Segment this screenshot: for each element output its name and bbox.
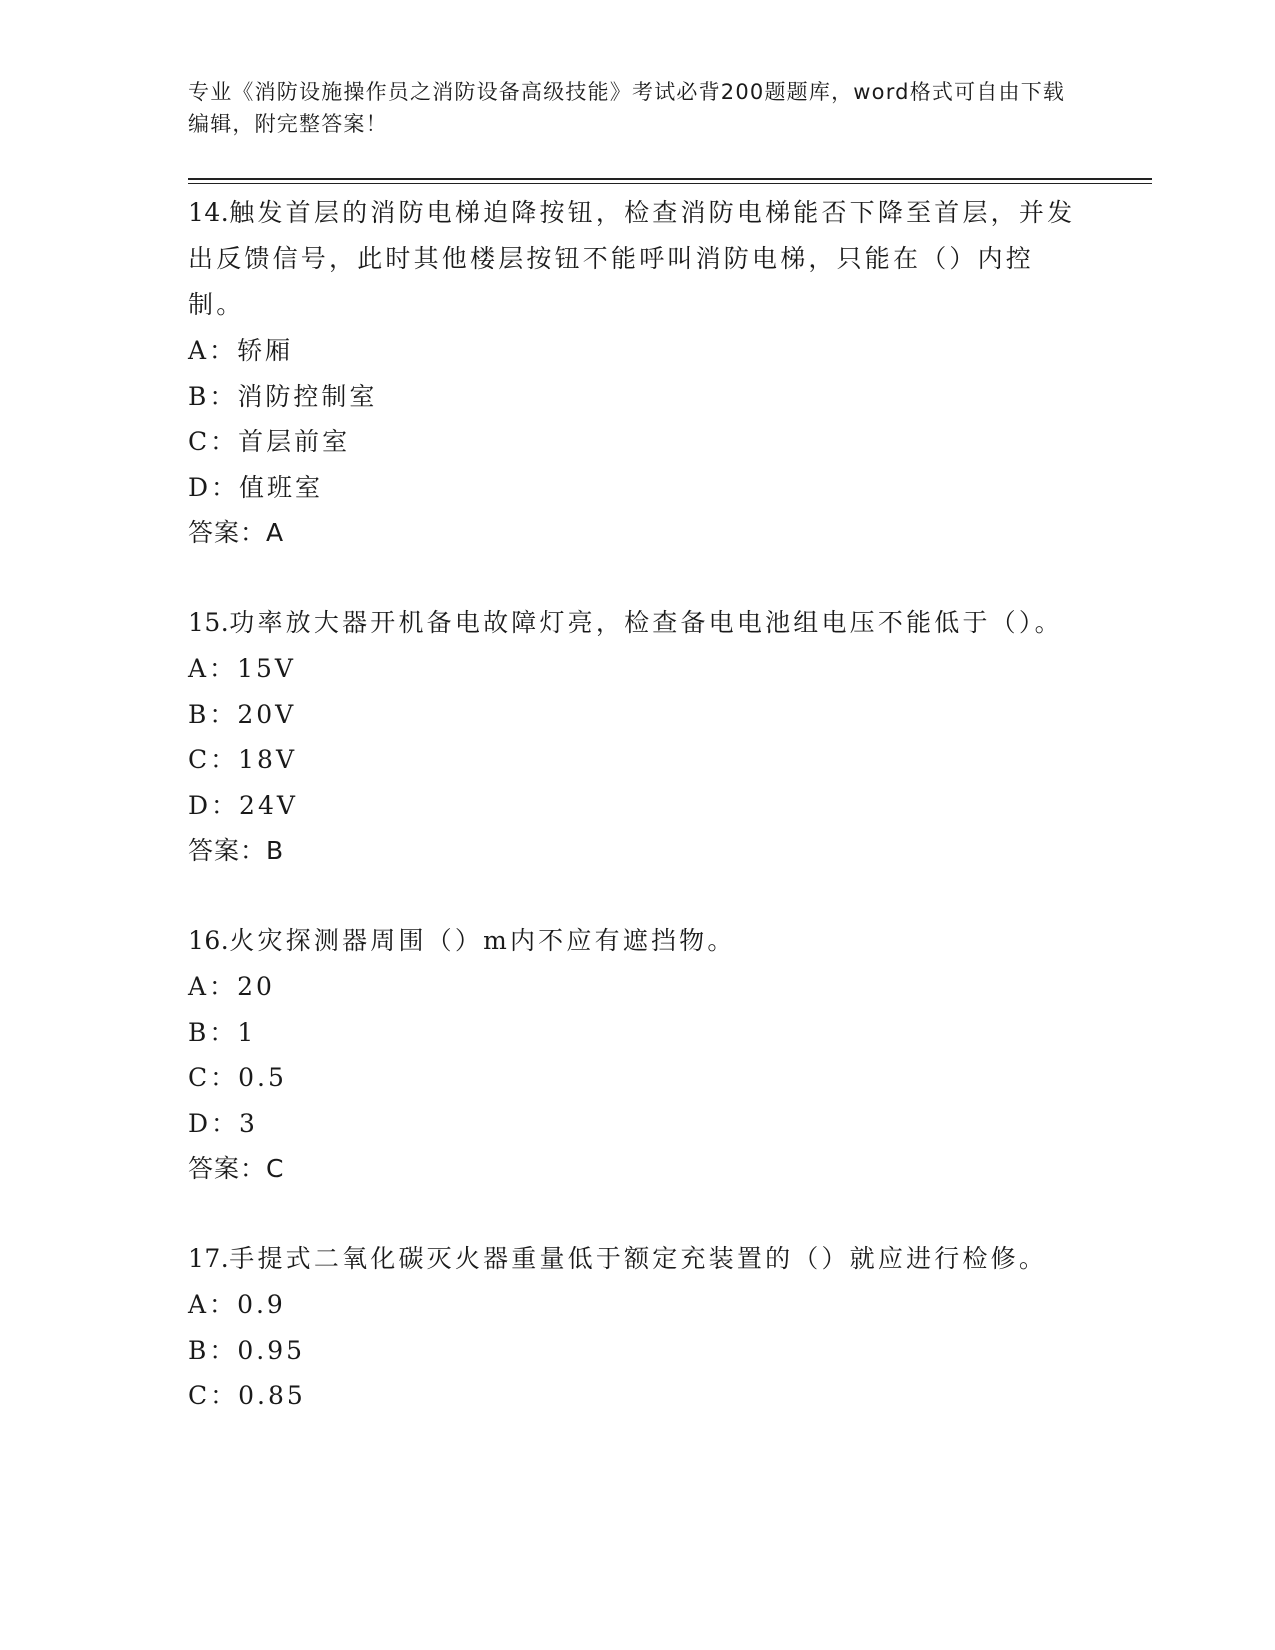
option-label: B： — [188, 381, 238, 411]
option-text: 1 — [237, 1017, 257, 1047]
option-label: B： — [188, 1335, 238, 1365]
option-c — [188, 737, 1088, 783]
option-a — [188, 1282, 1088, 1328]
question-16 — [188, 918, 1088, 1192]
spacer — [188, 556, 1088, 600]
option-c — [188, 419, 1088, 465]
option-text: 0.5 — [238, 1063, 287, 1092]
option-label: C： — [188, 1381, 239, 1410]
header-divider-thin — [188, 183, 1152, 184]
question-text — [188, 1236, 1088, 1282]
option-a — [188, 328, 1088, 374]
question-body: 功率放大器开机备电故障灯亮，检查备电电池组电压不能低于（）。 — [229, 608, 1063, 637]
option-label: A： — [188, 336, 238, 365]
document-header: 专业《消防设施操作员之消防设备高级技能》考试必背200题题库，word格式可自由下载编辑，附完整答案！ — [188, 80, 1066, 136]
question-number: 14. — [188, 198, 230, 227]
option-label: A： — [188, 1290, 238, 1319]
question-15 — [188, 600, 1088, 874]
option-a — [188, 964, 1088, 1010]
option-d — [188, 465, 1088, 511]
question-14 — [188, 190, 1088, 556]
option-a — [188, 646, 1088, 692]
question-body: 触发首层的消防电梯迫降按钮，检查消防电梯能否下降至首层，并发出反馈信号，此时其他楼层按钮不能呼叫消防电梯，只能在（）内控制。 — [188, 198, 1076, 319]
option-label: A： — [188, 654, 238, 683]
question-text — [188, 918, 1088, 964]
option-b — [188, 1010, 1088, 1056]
option-text: 轿厢 — [237, 336, 294, 365]
answer: 答案：A — [188, 518, 285, 547]
option-text: 20 — [237, 972, 275, 1001]
option-b — [188, 1328, 1088, 1374]
option-text: 0.95 — [237, 1335, 306, 1365]
option-label: D： — [188, 790, 240, 820]
option-label: D： — [188, 1108, 240, 1138]
option-text: 3 — [239, 1108, 258, 1138]
option-label: C： — [188, 1063, 239, 1092]
option-text: 消防控制室 — [237, 381, 378, 411]
option-text: 15V — [237, 654, 296, 683]
option-text: 0.85 — [238, 1381, 306, 1410]
option-d — [188, 783, 1088, 829]
answer: 答案：B — [188, 836, 285, 865]
option-text: 0.9 — [237, 1290, 286, 1319]
option-text: 20V — [237, 699, 297, 729]
option-text: 值班室 — [239, 472, 324, 502]
option-text: 首层前室 — [238, 427, 351, 456]
question-17 — [188, 1236, 1088, 1419]
option-text: 18V — [238, 745, 298, 774]
spacer — [188, 1192, 1088, 1236]
answer: 答案：C — [188, 1154, 285, 1183]
question-text — [188, 190, 1088, 328]
option-label: D： — [188, 472, 240, 502]
option-b — [188, 692, 1088, 738]
spacer — [188, 874, 1088, 918]
option-label: C： — [188, 745, 239, 774]
option-text: 24V — [239, 790, 298, 820]
header-divider — [188, 178, 1152, 180]
option-d — [188, 1101, 1088, 1147]
option-label: B： — [188, 1017, 238, 1047]
option-c — [188, 1373, 1088, 1419]
question-body: 火灾探测器周围（）m内不应有遮挡物。 — [229, 926, 736, 955]
question-body: 手提式二氧化碳灭火器重量低于额定充装置的（）就应进行检修。 — [229, 1244, 1048, 1273]
question-number: 16. — [188, 926, 230, 955]
option-label: C： — [188, 427, 239, 456]
option-label: A： — [188, 972, 238, 1001]
option-c — [188, 1055, 1088, 1101]
option-label: B： — [188, 699, 238, 729]
question-number: 17. — [188, 1244, 230, 1273]
question-number: 15. — [188, 608, 230, 637]
question-list — [188, 190, 1088, 1419]
option-b — [188, 374, 1088, 420]
question-text — [188, 600, 1088, 646]
